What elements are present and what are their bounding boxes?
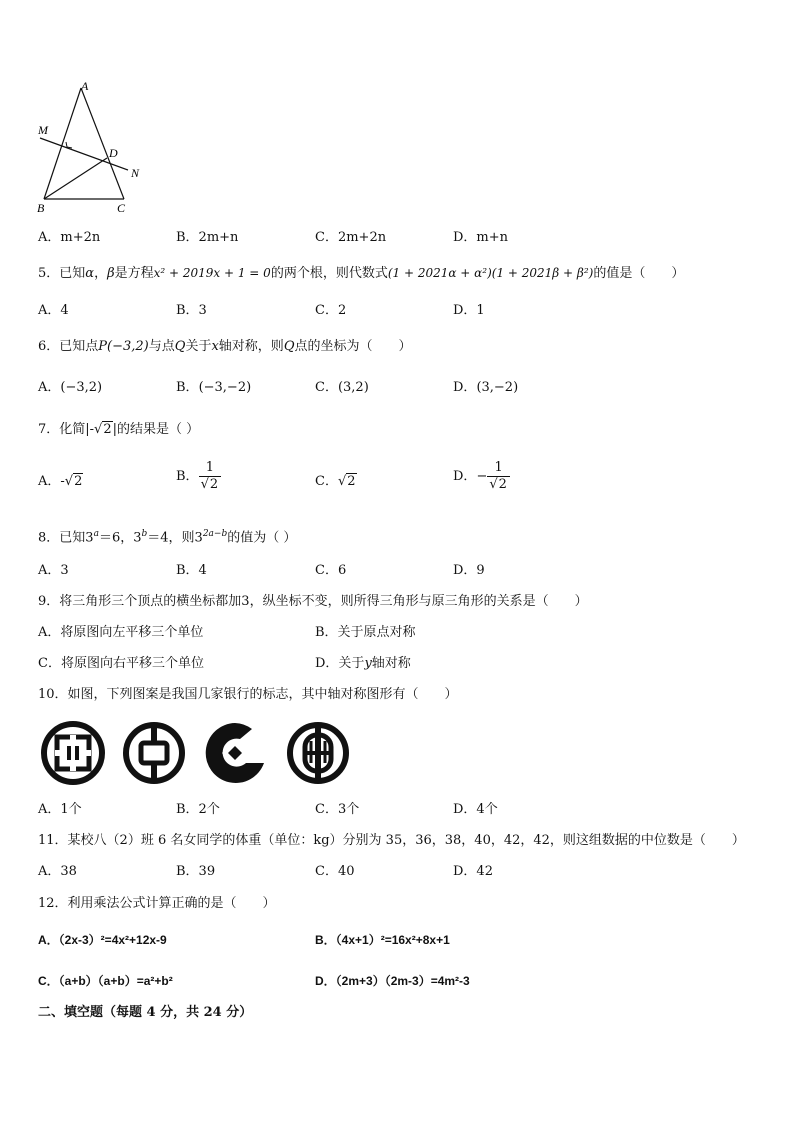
q5-option-b: B．3 — [176, 303, 207, 318]
q9-option-c: C．将原图向右平移三个单位 — [38, 656, 204, 671]
q12-option-b: B．（4x+1）²=16x²+8x+1 — [315, 933, 450, 947]
q7-stem: 7．化简|-√2|的结果是（ ） — [38, 422, 200, 437]
q11-option-a: A．38 — [38, 864, 77, 879]
label-B: B — [37, 201, 45, 215]
q6-stem: 6．已知点P(−3,2)与点Q关于x轴对称，则Q点的坐标为（ ） — [38, 339, 412, 354]
q8-stem: 8．已知$3^a=6$，$3^b=4$，则$3^{2a-b}$的值为（ ） — [38, 529, 297, 546]
q9-option-d: D．关于y轴对称 — [315, 656, 411, 671]
q6-option-c: C．(3,2) — [315, 380, 369, 395]
label-C: C — [117, 201, 126, 215]
q6-option-d: D．(3,−2) — [453, 380, 519, 395]
q12-option-c: C．（a+b）（a+b）=a²+b² — [38, 974, 173, 988]
q11-option-b: B．39 — [176, 864, 216, 879]
q6-option-a: A．(−3,2) — [38, 380, 103, 395]
q10-option-b: B．2个 — [176, 802, 220, 817]
q8-option-a: A．3 — [38, 563, 69, 578]
q7-option-c: C．√2 — [315, 474, 356, 489]
q12-option-a: A．（2x-3）²=4x²+12x-9 — [38, 933, 167, 947]
q7-option-a: A．-√2 — [38, 474, 83, 489]
q4-option-a: A．m+2n — [38, 230, 101, 245]
label-D: D — [109, 146, 118, 160]
q6-option-b: B．(−3,−2) — [176, 380, 252, 395]
q10-option-d: D．4个 — [453, 802, 498, 817]
q10-stem: 10．如图，下列图案是我国几家银行的标志，其中轴对称图形有（ ） — [38, 687, 458, 702]
q4-option-d: D．m+n — [453, 230, 509, 245]
q5-stem: 5．已知α，β是方程x² + 2019x + 1 = 0的两个根，则代数式(1 + 2021α + α²)(1 + 2021β + β²)的值是（ ） — [38, 266, 685, 281]
q8-option-b: B．4 — [176, 563, 207, 578]
q12-option-d: D．（2m+3）（2m-3）=4m²-3 — [315, 974, 470, 988]
abc-logo — [283, 719, 353, 787]
q10-option-a: A．1个 — [38, 802, 82, 817]
boc-logo — [119, 719, 189, 787]
q10-option-c: C．3个 — [315, 802, 360, 817]
ccb-logo — [200, 719, 270, 787]
q8-option-c: C．6 — [315, 563, 347, 578]
q7-option-b: B． $\frac{1}{√2}$ — [176, 460, 221, 493]
q5-option-d: D．1 — [453, 303, 485, 318]
q11-option-c: C．40 — [315, 864, 355, 879]
label-N: N — [131, 166, 140, 180]
icbc-logo — [38, 719, 108, 787]
q4-option-c: C．2m+2n — [315, 230, 387, 245]
label-M: M — [38, 123, 48, 137]
triangle-figure — [30, 78, 160, 218]
q4-option-b: B．2m+n — [176, 230, 239, 245]
q12-stem: 12．利用乘法公式计算正确的是（ ） — [38, 896, 276, 911]
q11-stem: 11．某校八（2）班 6 名女同学的体重（单位：kg）分别为 35，36，38，40，42，42，则这组数据的中位数是（ ） — [38, 833, 745, 848]
q9-option-a: A．将原图向左平移三个单位 — [38, 625, 204, 640]
q5-option-a: A．4 — [38, 303, 69, 318]
q11-option-d: D．42 — [453, 864, 493, 879]
q8-option-d: D．9 — [453, 563, 485, 578]
q9-stem: 9．将三角形三个顶点的横坐标都加3，纵坐标不变，则所得三角形与原三角形的关系是（ ） — [38, 594, 588, 609]
label-A: A — [81, 79, 89, 93]
section-title: 二、填空题（每题 4 分，共 24 分） — [38, 1005, 253, 1020]
q9-option-b: B．关于原点对称 — [315, 625, 416, 640]
q5-option-c: C．2 — [315, 303, 347, 318]
q7-option-d: D．− $\frac{1}{√2}$ — [453, 460, 510, 493]
